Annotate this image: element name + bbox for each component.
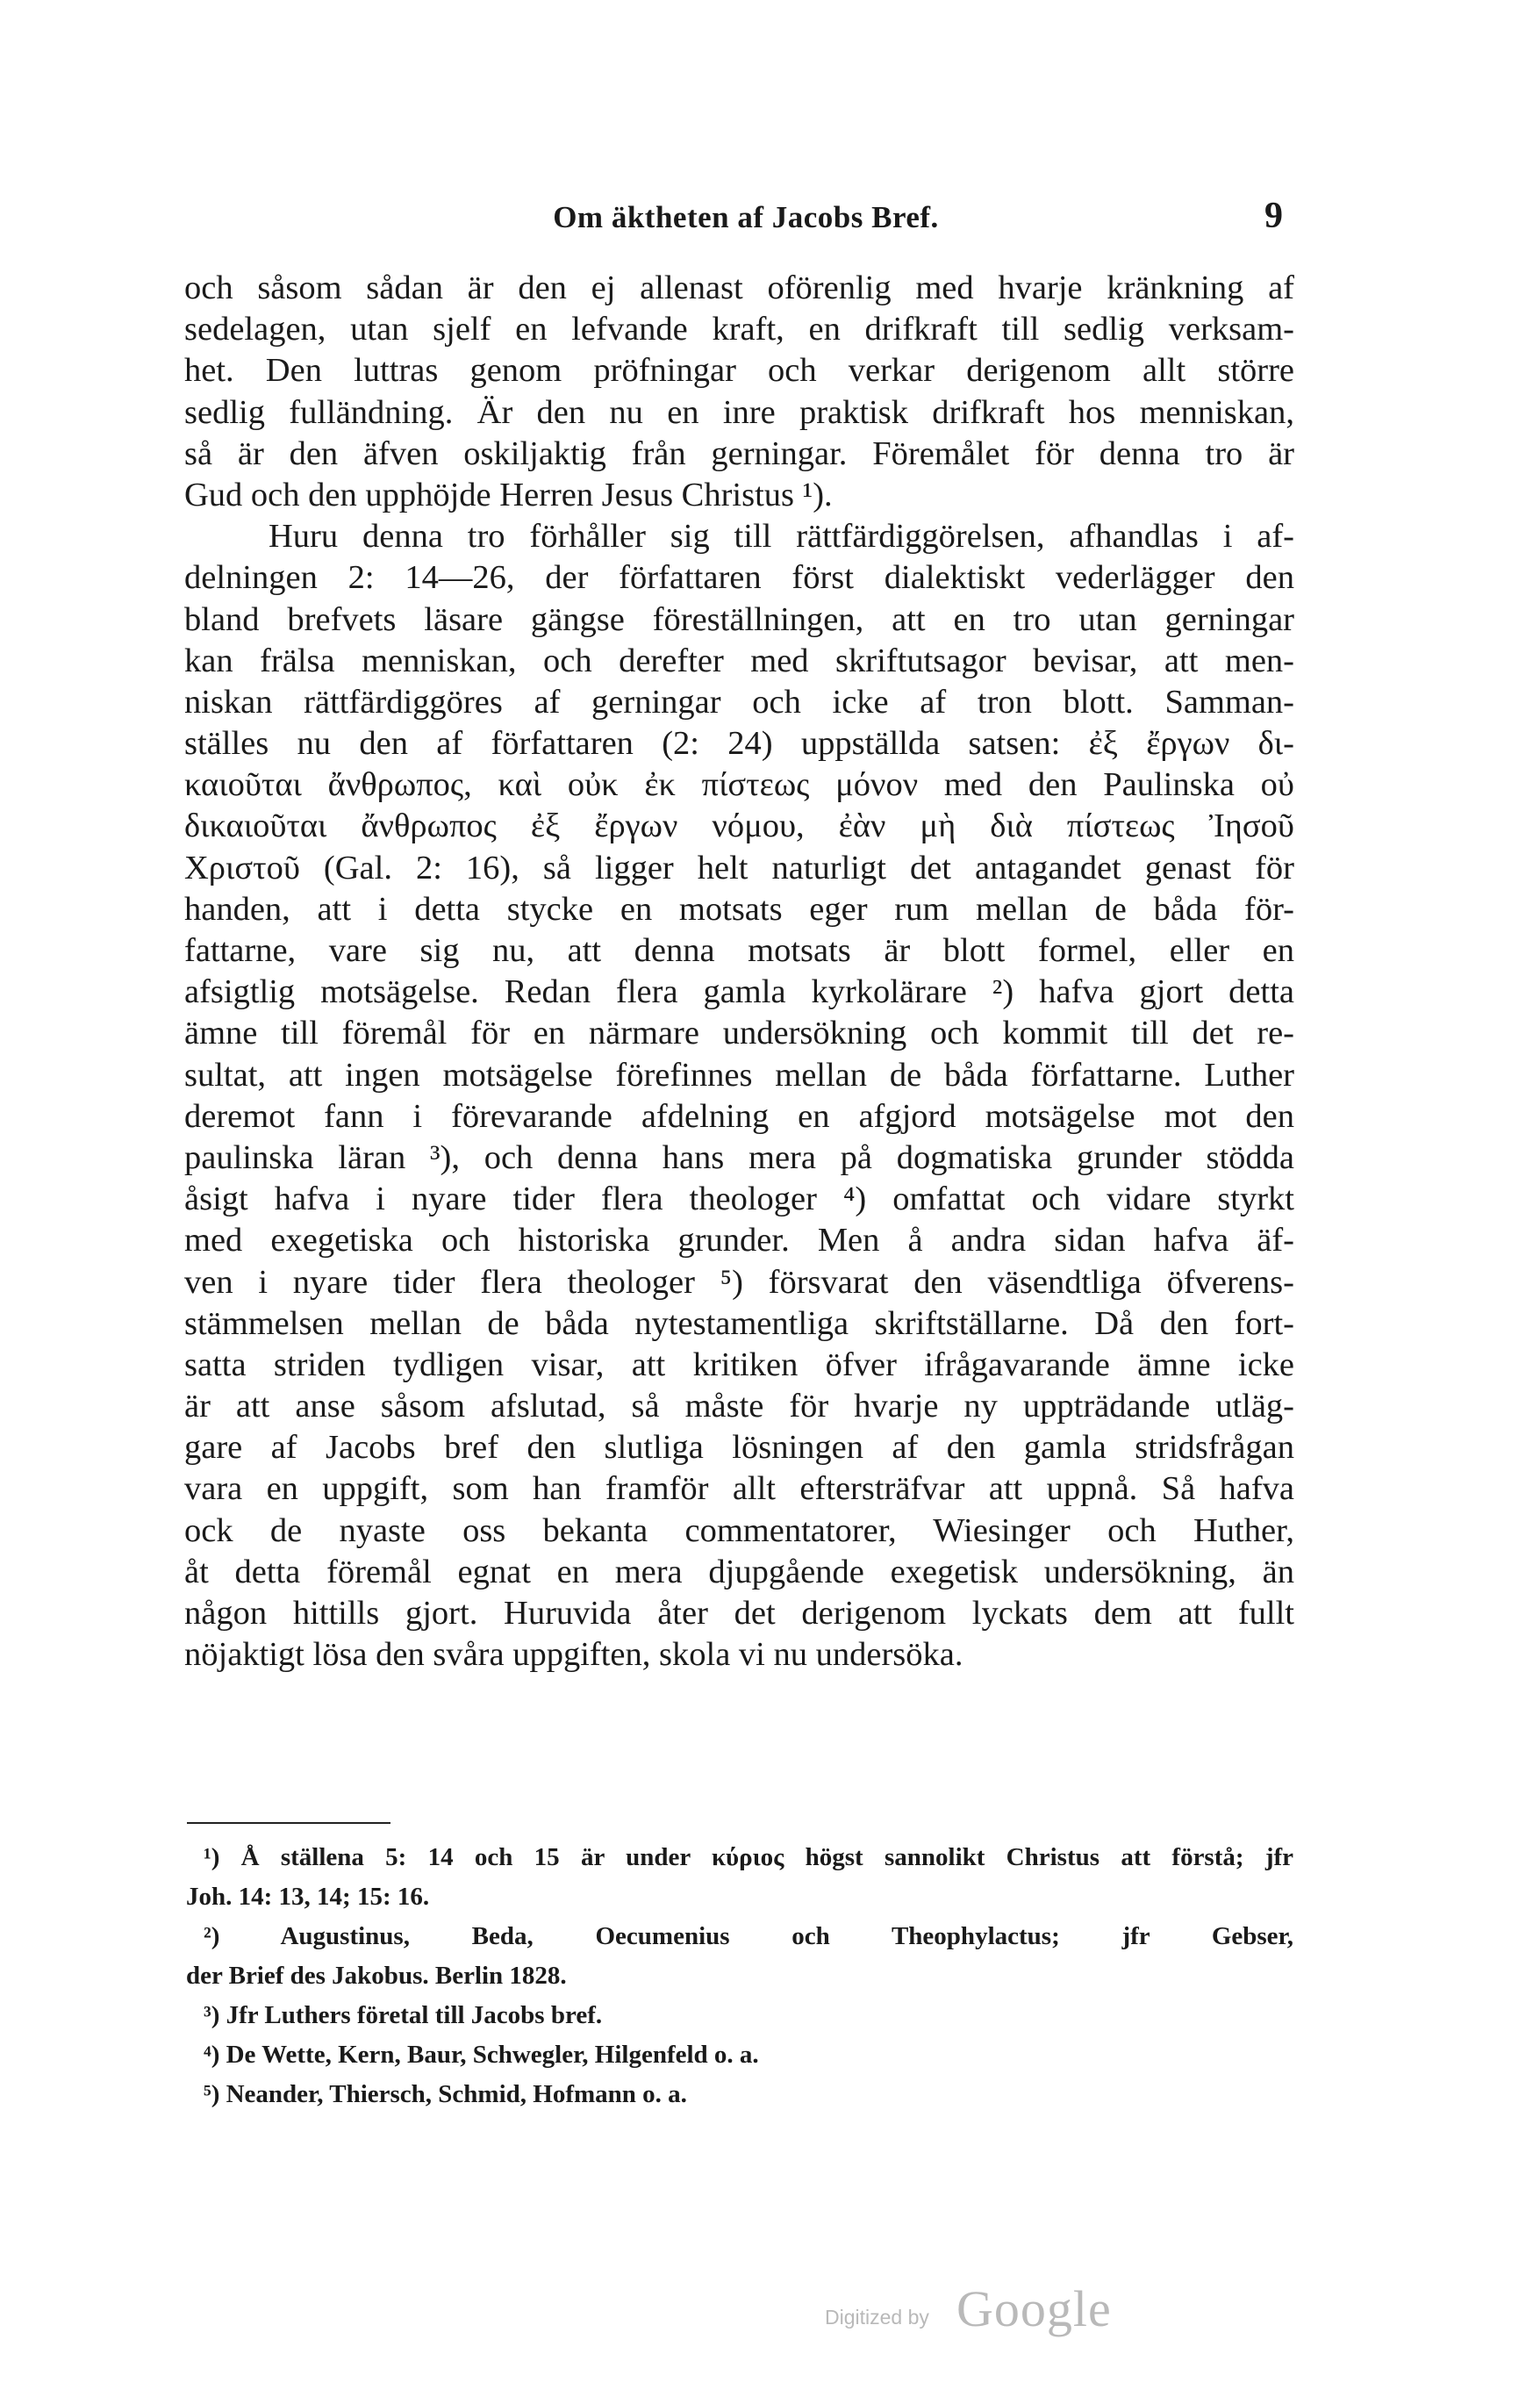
greek-text-line: καιοῦται ἄνθρωπος, καὶ οὐκ ἐκ πίστεως μόνον med den Paulinska οὐ <box>184 766 1294 804</box>
text-line: fattarne, vare sig nu, att denna motsats är blott formel, eller en <box>184 932 1294 969</box>
body-text <box>184 268 1294 1676</box>
text-line: deremot fann i förevarande afdelning en afgjord motsägelse mot den <box>184 1097 1294 1135</box>
page-number: 9 <box>1264 196 1283 236</box>
digitized-watermark <box>825 2280 1246 2339</box>
text-line: åt detta föremål egnat en mera djupgående exegetisk undersökning, än <box>184 1553 1294 1590</box>
footnotes <box>186 1838 1293 2114</box>
text-line: handen, att i detta stycke en motsats eger rum mellan de båda för- <box>184 890 1294 928</box>
footnote-5: ⁵) Neander, Thiersch, Schmid, Hofmann o. a. <box>204 2080 687 2108</box>
text-line: paulinska läran ³), och denna hans mera på dogmatiska grunder stödda <box>184 1138 1294 1176</box>
text-line: och såsom sådan är den ej allenast oförenlig med hvarje kränkning af <box>184 269 1294 306</box>
footnote-rule <box>187 1822 390 1824</box>
text-line: bland brefvets läsare gängse föreställningen, att en tro utan gerningar <box>184 600 1294 638</box>
footnote-2: ²) Augustinus, Beda, Oecumenius och Theophylactus; jfr Gebser, <box>204 1922 1293 1950</box>
text-line: kan frälsa menniskan, och derefter med skriftutsagor bevisar, att men- <box>184 642 1294 679</box>
text-line: Χριστοῦ (Gal. 2: 16), så ligger helt naturligt det antagandet genast för <box>184 849 1294 886</box>
text-line: någon hittills gjort. Huruvida åter det derigenom lyckats dem att fullt <box>184 1595 1294 1632</box>
text-line: ställes nu den af författaren (2: 24) uppställda satsen: ἐξ ἔργων δι- <box>184 725 1294 763</box>
text-line: stämmelsen mellan de båda nytestamentliga skriftställarne. Då den fort- <box>184 1304 1294 1342</box>
text-line: nöjaktigt lösa den svåra uppgiften, skola vi nu undersöka. <box>184 1636 963 1674</box>
text-line: vara en uppgift, som han framför allt eftersträfvar att uppnå. Så hafva <box>184 1470 1294 1508</box>
footnote-4: ⁴) De Wette, Kern, Baur, Schwegler, Hilgenfeld o. a. <box>204 2041 759 2069</box>
running-header <box>202 196 1290 253</box>
text-line: så är den äfven oskiljaktig från gerningar. Föremålet för denna tro är <box>184 434 1294 472</box>
text-line: sultat, att ingen motsägelse förefinnes mellan de båda författarne. Luther <box>184 1056 1294 1094</box>
text-line: ämne till föremål för en närmare undersökning och kommit till det re- <box>184 1015 1294 1052</box>
text-line: är att anse såsom afslutad, så måste för hvarje ny uppträdande utläg- <box>184 1388 1294 1425</box>
text-line: ven i nyare tider flera theologer ⁵) försvarat den väsendtliga öfverens- <box>184 1263 1294 1301</box>
text-line: ock de nyaste oss bekanta commentatorer, Wiesinger och Huther, <box>184 1511 1294 1549</box>
footnote-1-continuation: Joh. 14: 13, 14; 15: 16. <box>186 1883 430 1911</box>
text-line: niskan rättfärdiggöres af gerningar och icke af tron blott. Samman- <box>184 683 1294 721</box>
watermark-prefix: Digitized by <box>825 2306 929 2329</box>
text-line: satta striden tydligen visar, att kritiken öfver ifrågavarande ämne icke <box>184 1346 1294 1383</box>
google-logo: Google <box>956 2280 1112 2337</box>
paragraph-start-line: Huru denna tro förhåller sig till rättfärdiggörelsen, afhandlas i af- <box>269 518 1294 556</box>
text-line: delningen 2: 14—26, der författaren först dialektiskt vederlägger den <box>184 559 1294 597</box>
text-line: sedelagen, utan sjelf en lefvande kraft, en drifkraft till sedlig verksam- <box>184 311 1294 348</box>
text-line: Gud och den upphöjde Herren Jesus Christus ¹). <box>184 476 833 513</box>
footnote-1: ¹) Å ställena 5: 14 och 15 är under κύριος högst sannolikt Christus att förstå; jfr <box>204 1843 1293 1871</box>
text-line: het. Den luttras genom pröfningar och verkar derigenom allt större <box>184 352 1294 390</box>
text-line: åsigt hafva i nyare tider flera theologer ⁴) omfattat och vidare styrkt <box>184 1181 1294 1218</box>
text-line: afsigtlig motsägelse. Redan flera gamla kyrkolärare ²) hafva gjort detta <box>184 973 1294 1011</box>
text-line: gare af Jacobs bref den slutliga lösningen af den gamla stridsfrågan <box>184 1429 1294 1467</box>
footnote-2-continuation: der Brief des Jakobus. Berlin 1828. <box>186 1962 567 1990</box>
text-line: sedlig fulländning. Är den nu en inre praktisk drifkraft hos menniskan, <box>184 393 1294 431</box>
running-title: Om äktheten af Jacobs Bref. <box>553 200 939 234</box>
greek-text-line: δικαιοῦται ἄνθρωπος ἐξ ἔργων νόμου, ἐὰν μὴ διὰ πίστεως Ἰησοῦ <box>184 807 1294 845</box>
text-line: med exegetiska och historiska grunder. Men å andra sidan hafva äf- <box>184 1222 1294 1260</box>
footnote-3: ³) Jfr Luthers företal till Jacobs bref. <box>204 2001 603 2029</box>
